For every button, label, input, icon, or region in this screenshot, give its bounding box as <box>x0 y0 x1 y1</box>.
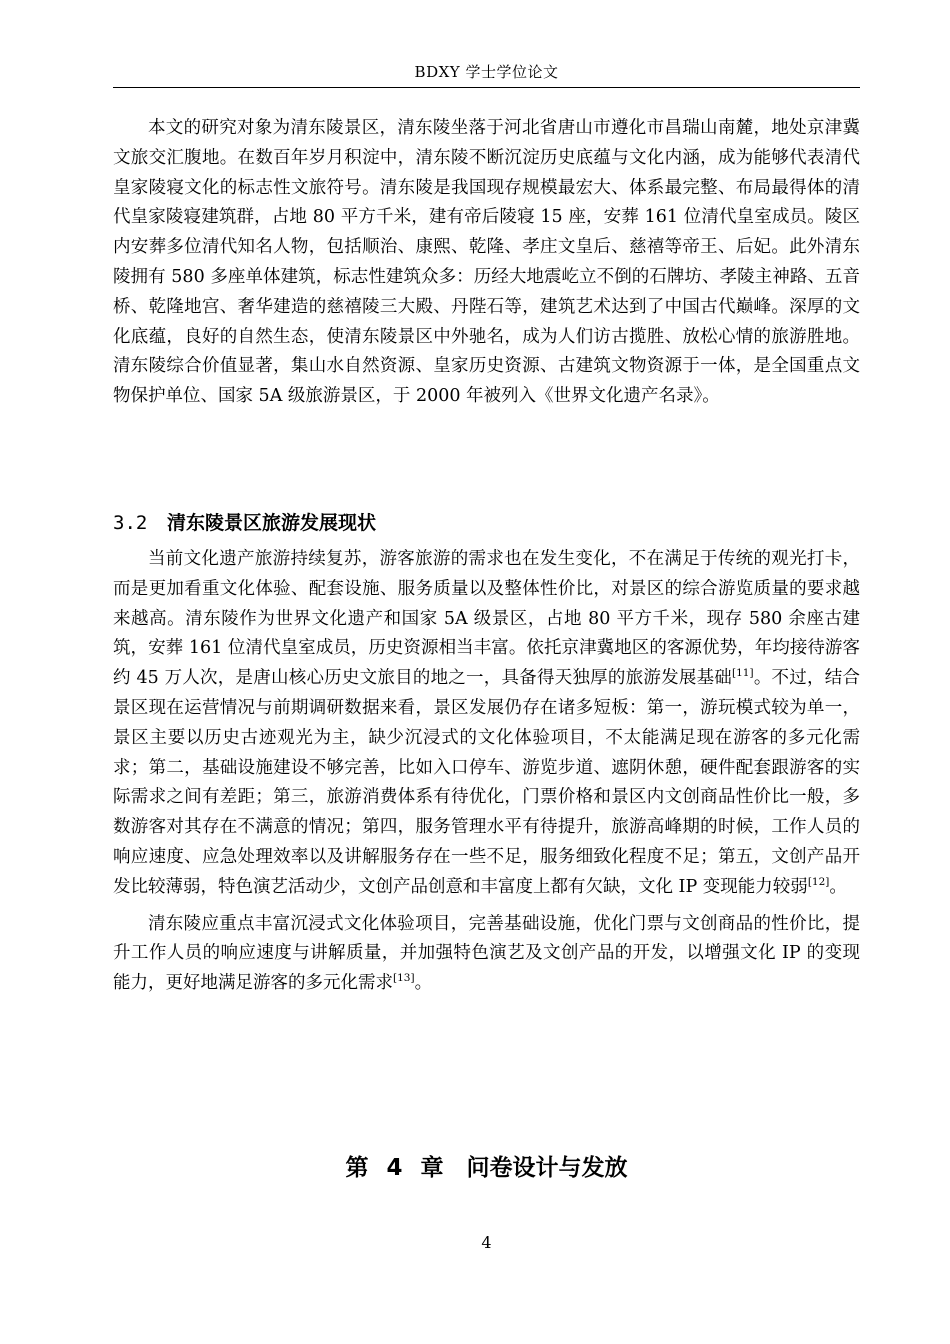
section-body <box>113 545 860 999</box>
section-number: 3.2 <box>113 512 148 534</box>
intro-block <box>113 114 860 412</box>
page-number: 4 <box>481 1233 492 1252</box>
citation-11: [11] <box>732 667 754 680</box>
section-title: 清东陵景区旅游发展现状 <box>167 512 377 534</box>
paragraph-1-text-b: 。不过，结合景区现在运营情况与前期调研数据来看，景区发展仍存在诸多短板：第一，游玩模式较为单一，景区主要以历史古迹观光为主，缺少沉浸式的文化体验项目，不太能满足现在游客的多元化需求；第二，基础设施建设不够完善，比如入口停车、游览步道、遮阴休憩，硬件配套跟游客的实际需求之间有差距；第三，旅游消费体系有待优化，门票价格和景区内文创商品性价比一般，多数游客对其存在不满意的情况；第四，服务管理水平有待提升，旅游高峰期的时候，工作人员的响应速度、应急处理效率以及讲解服务存在一些不足，服务细致化程度不足；第五，文创产品开发比较薄弱，特色演艺活动少，文创产品创意和丰富度上都有欠缺，文化 IP 变现能力较弱 <box>113 668 860 897</box>
paragraph-1-text-a: 当前文化遗产旅游持续复苏，游客旅游的需求也在发生变化，不在满足于传统的观光打卡，而是更加看重文化体验、配套设施、服务质量以及整体性价比，对景区的综合游览质量的要求越来越高。清东陵作为世界文化遗产和国家 5A 级景区，占地 80 平方千米，现存 580 余座古建筑，安葬 161 位清代皇室成员，历史资源相当丰富。依托京津冀地区的客源优势，年均接待游客约 45 万人次，是唐山核心历史文旅目的地之一，具备得天独厚的旅游发展基础 <box>113 549 860 689</box>
citation-12: [12] <box>807 875 830 888</box>
chapter-heading: 第 4 章 问卷设计与发放 <box>345 1155 628 1181</box>
running-header: BDXY 学士学位论文 <box>414 63 559 81</box>
section-paragraph-1 <box>113 545 860 903</box>
intro-paragraph: 本文的研究对象为清东陵景区，清东陵坐落于河北省唐山市遵化市昌瑞山南麓，地处京津冀文旅交汇腹地。在数百年岁月积淀中，清东陵不断沉淀历史底蕴与文化内涵，成为能够代表清代皇家陵寝文化的标志性文旅符号。清东陵是我国现存规模最宏大、体系最完整、布局最得体的清代皇家陵寝建筑群，占地 80 平方千米，建有帝后陵寝 15 座，安葬 161 位清代皇室成员。陵区内安葬多位清代知名人物，包括顺治、康熙、乾隆、孝庄文皇后、慈禧等帝王、后妃。此外清东陵拥有 580 多座单体建筑，标志性建筑众多：历经大地震屹立不倒的石牌坊、孝陵主神路、五音桥、乾隆地宫、奢华建造的慈禧陵三大殿、丹陛石等，建筑艺术达到了中国古代巅峰。深厚的文化底蕴，良好的自然生态，使清东陵景区中外驰名，成为人们访古揽胜、放松心情的旅游胜地。清东陵综合价值显著，集山水自然资源、皇家历史资源、古建筑文物资源于一体，是全国重点文物保护单位、国家 5A 级旅游景区，于 2000 年被列入《世界文化遗产名录》。 <box>113 118 860 407</box>
paragraph-1-end: 。 <box>829 876 847 897</box>
header-divider <box>113 87 860 88</box>
paragraph-2-end: 。 <box>414 973 433 994</box>
citation-13: [13] <box>393 972 415 985</box>
paragraph-2-text: 清东陵应重点丰富沉浸式文化体验项目，完善基础设施，优化门票与文创商品的性价比，提升工作人员的响应速度与讲解质量，并加强特色演艺及文创产品的开发，以增强文化 IP 的变现能力，更好地满足游客的多元化需求 <box>113 913 860 994</box>
section-paragraph-2 <box>113 910 860 999</box>
section-heading <box>113 510 376 536</box>
